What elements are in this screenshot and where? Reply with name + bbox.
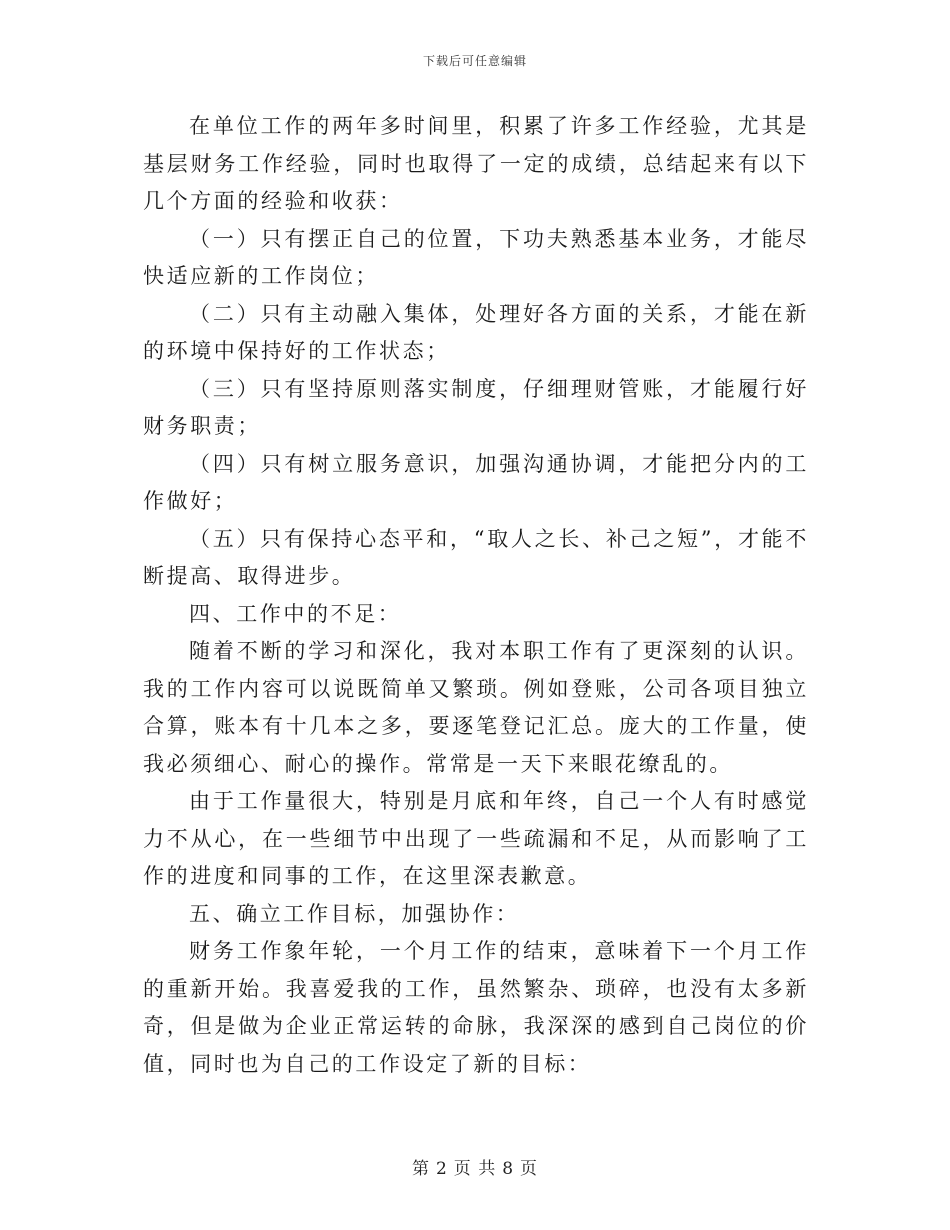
paragraph-intro: 在单位工作的两年多时间里，积累了许多工作经验，尤其是基层财务工作经验，同时也取得了一定的成绩，总结起来有以下几个方面的经验和收获： — [143, 114, 809, 213]
paragraph-item-4: （四）只有树立服务意识，加强沟通协调，才能把分内的工作做好； — [143, 451, 809, 513]
paragraph-item-3: （三）只有坚持原则落实制度，仔细理财管账，才能履行好财务职责； — [143, 376, 809, 438]
section-heading-shortcomings: 四、工作中的不足： — [189, 601, 402, 626]
page-footer — [0, 1154, 950, 1179]
paragraph-goals: 财务工作象年轮，一个月工作的结束，意味着下一个月工作的重新开始。我喜爱我的工作，虽然繁杂、琐碎，也没有太多新奇，但是做为企业正常运转的命脉，我深深的感到自己岗位的价值，同时也为自己的工作设定了新的目标： — [143, 939, 809, 1076]
page-header: 下载后可任意编辑 — [422, 54, 527, 68]
paragraph-shortcomings-1: 随着不断的学习和深化，我对本职工作有了更深刻的认识。我的工作内容可以说既简单又繁琐。例如登账，公司各项目独立合算，账本有十几本之多，要逐笔登记汇总。庞大的工作量，使我必须细心、耐心的操作。常常是一天下来眼花缭乱的。 — [143, 639, 809, 776]
paragraph-item-2: （二）只有主动融入集体，处理好各方面的关系，才能在新的环境中保持好的工作状态； — [143, 301, 809, 363]
footer-total-pages: 8 — [502, 1159, 515, 1179]
paragraph-item-1: （一）只有摆正自己的位置，下功夫熟悉基本业务，才能尽快适应新的工作岗位； — [143, 226, 809, 288]
paragraph-shortcomings-2: 由于工作量很大，特别是月底和年终，自己一个人有时感觉力不从心，在一些细节中出现了一些疏漏和不足，从而影响了工作的进度和同事的工作，在这里深表歉意。 — [143, 789, 809, 888]
footer-current-page: 2 — [435, 1159, 448, 1179]
document-body — [143, 108, 809, 1083]
section-heading-goals: 五、确立工作目标，加强协作： — [189, 901, 520, 926]
footer-suffix: 页 — [520, 1159, 539, 1179]
footer-middle: 页 共 — [453, 1159, 497, 1179]
footer-prefix: 第 — [411, 1159, 430, 1179]
paragraph-item-5: （五）只有保持心态平和，“取人之长、补己之短”，才能不断提高、取得进步。 — [143, 526, 809, 588]
